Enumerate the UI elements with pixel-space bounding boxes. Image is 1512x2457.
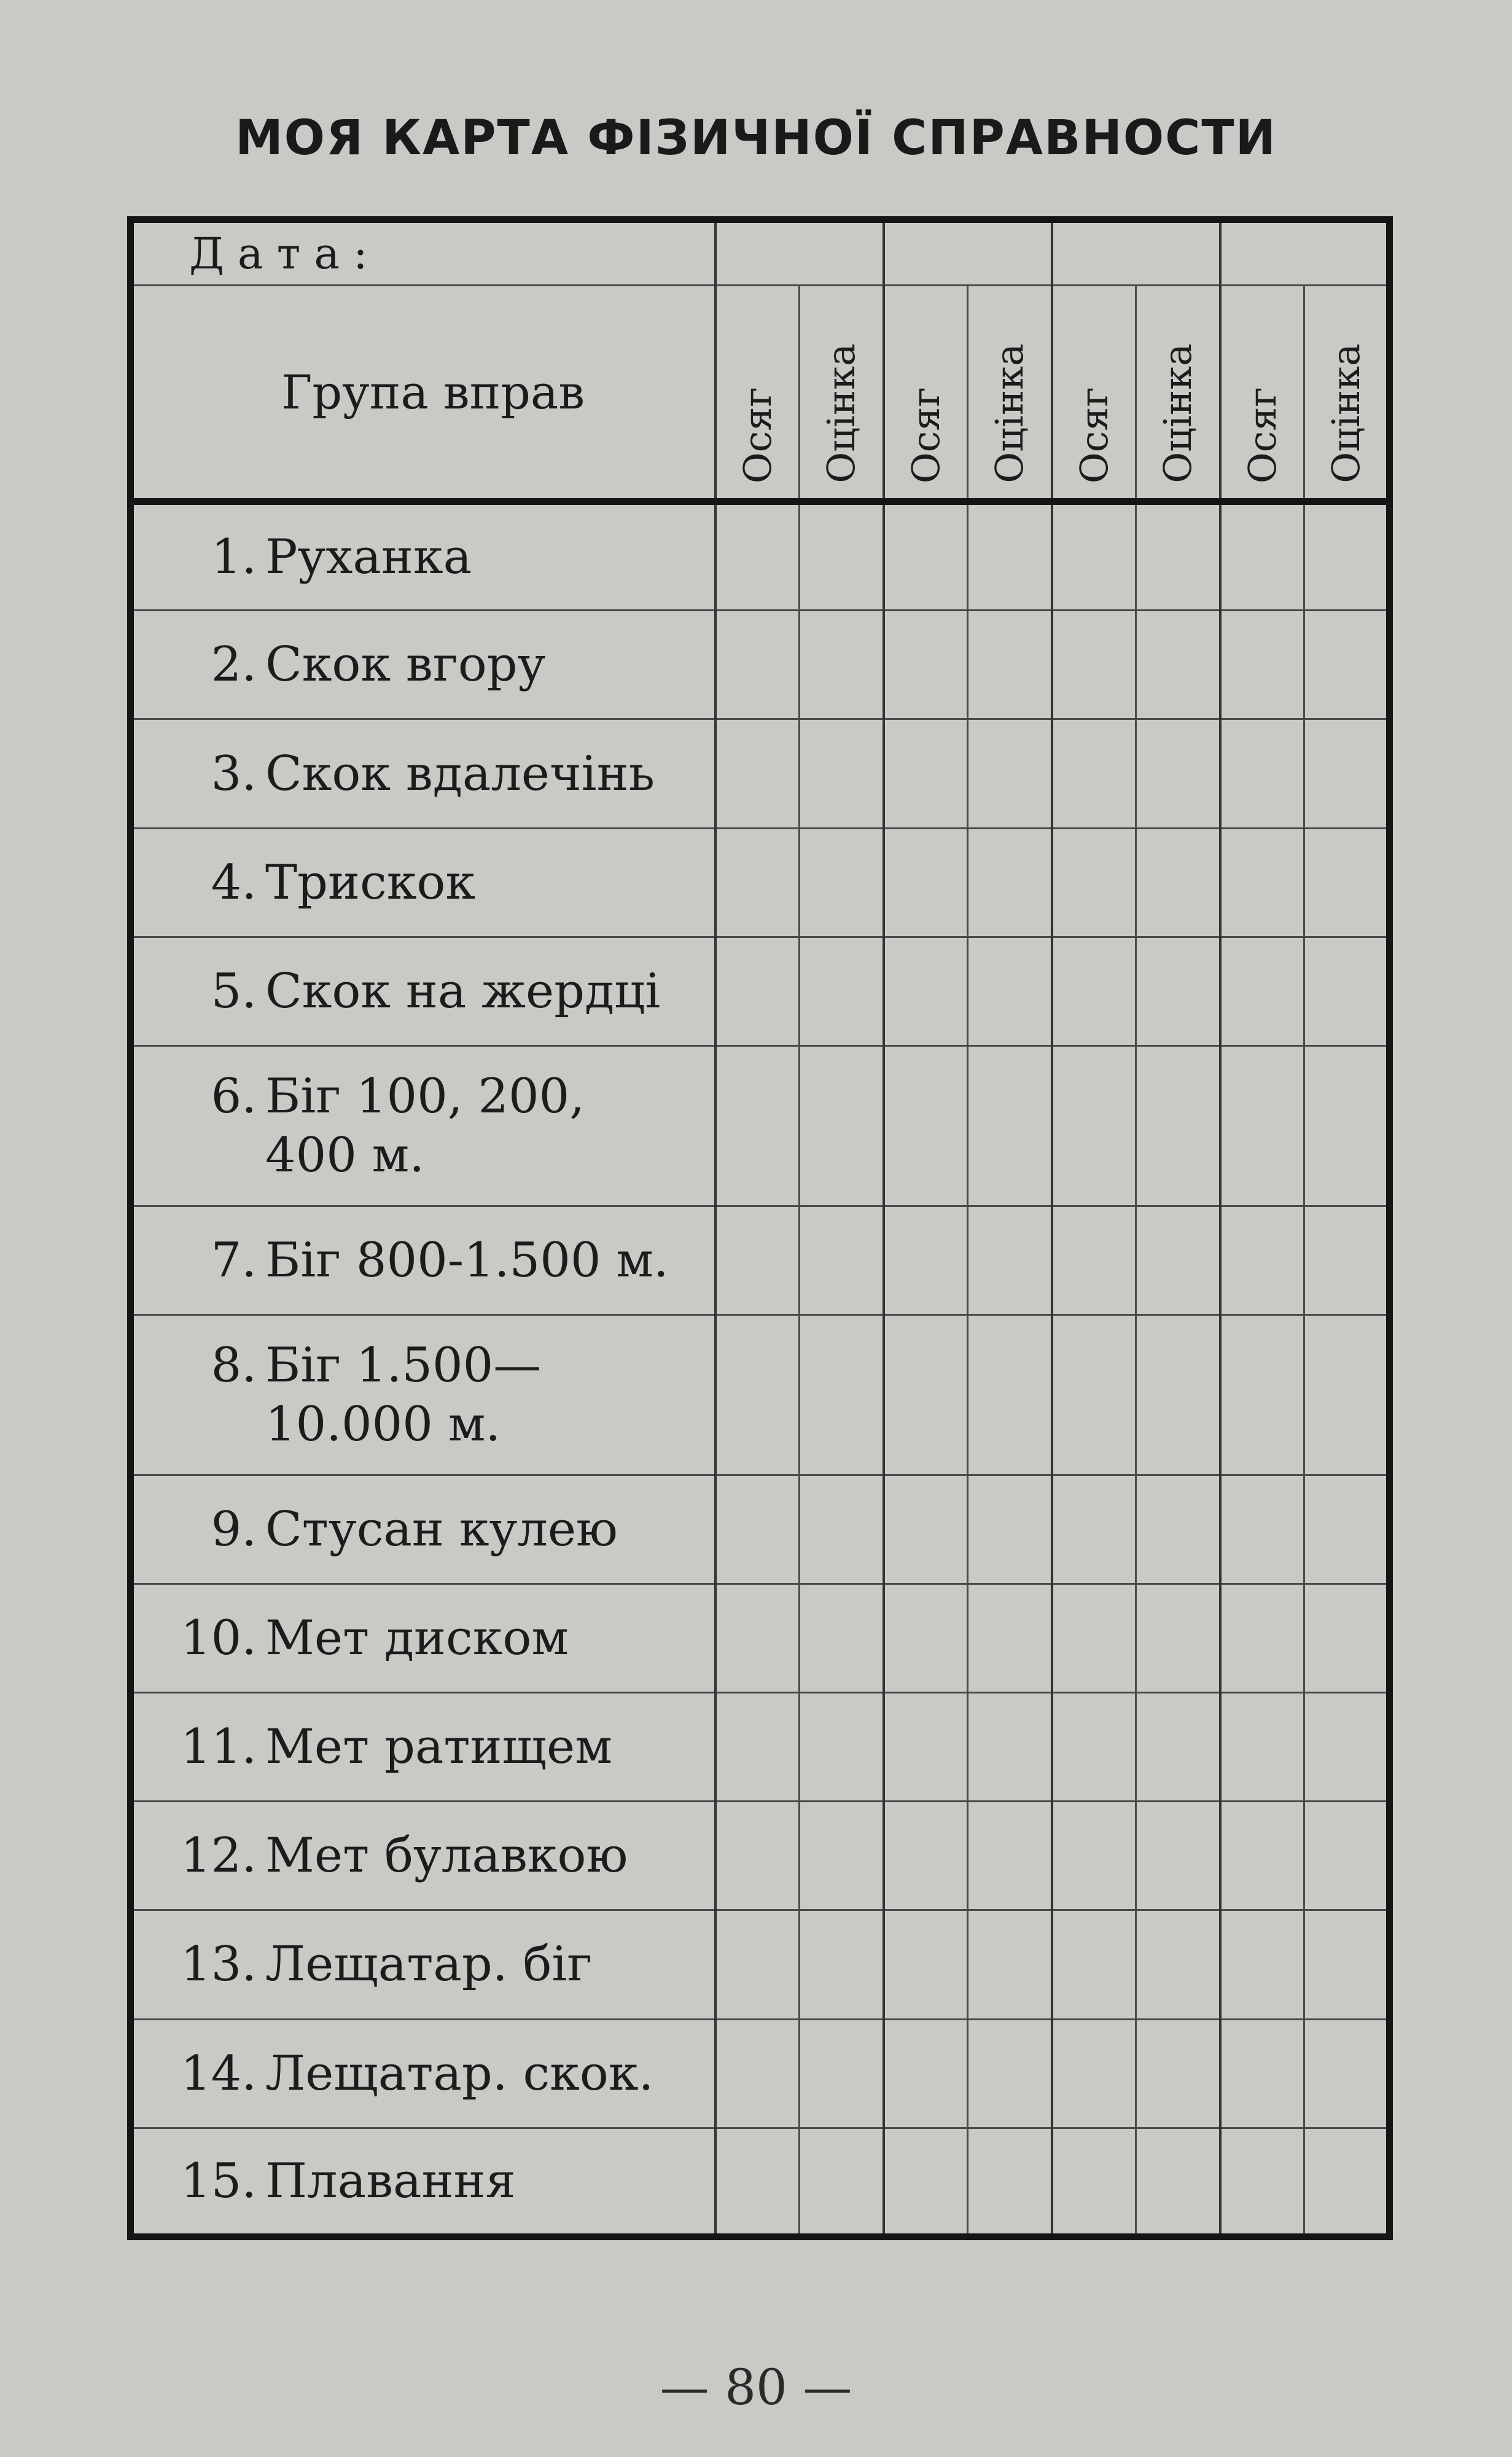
result-cell xyxy=(715,1046,800,1206)
exercise-name: Біг 100, 200, 400 м. xyxy=(265,1068,585,1183)
grade-cell xyxy=(1304,828,1390,937)
result-cell xyxy=(1052,2128,1136,2236)
grade-cell xyxy=(1304,1584,1390,1692)
grade-cell xyxy=(1136,1206,1220,1314)
grade-cell xyxy=(968,1584,1052,1692)
result-cell xyxy=(1220,719,1304,828)
grade-cell xyxy=(968,1802,1052,1910)
date-label: Дата: xyxy=(131,220,715,286)
exercise-row xyxy=(131,719,1390,828)
result-cell xyxy=(1220,1584,1304,1692)
exercise-name: Трискок xyxy=(265,854,476,910)
exercise-number: 1. xyxy=(211,529,257,585)
result-cell xyxy=(1220,1206,1304,1314)
grade-cell xyxy=(800,1314,884,1475)
exercise-number: 3. xyxy=(211,746,257,802)
grade-cell xyxy=(968,1314,1052,1475)
grade-cell xyxy=(968,937,1052,1045)
grade-cell xyxy=(800,611,884,719)
grade-cell xyxy=(1304,502,1390,611)
date-cell-3 xyxy=(1052,220,1220,286)
exercise-number: 15. xyxy=(180,2153,257,2209)
grade-cell xyxy=(800,1206,884,1314)
result-cell xyxy=(715,828,800,937)
result-cell xyxy=(1052,1475,1136,1584)
grade-cell xyxy=(1304,2019,1390,2128)
exercise-name: Біг 800-1.500 м. xyxy=(265,1232,669,1288)
result-cell xyxy=(715,502,800,611)
exercise-number: 11. xyxy=(180,1719,257,1775)
grade-cell xyxy=(1136,719,1220,828)
grade-cell xyxy=(1304,1206,1390,1314)
result-cell xyxy=(715,2019,800,2128)
date-cell-2 xyxy=(884,220,1052,286)
exercise-label xyxy=(131,719,715,828)
grade-cell xyxy=(1136,1802,1220,1910)
grade-cell xyxy=(1304,1692,1390,1801)
result-cell xyxy=(1052,1584,1136,1692)
grade-cell xyxy=(1136,2128,1220,2236)
result-cell xyxy=(884,611,968,719)
exercise-row xyxy=(131,502,1390,611)
grade-cell xyxy=(1136,937,1220,1045)
result-header: Осяг xyxy=(884,286,968,502)
result-cell xyxy=(1220,1802,1304,1910)
grade-cell xyxy=(968,2128,1052,2236)
exercise-label xyxy=(131,1475,715,1584)
grade-cell xyxy=(800,1802,884,1910)
exercise-label xyxy=(131,2128,715,2236)
grade-cell xyxy=(1136,1475,1220,1584)
grade-header: Оцінка xyxy=(800,286,884,502)
result-cell xyxy=(884,1584,968,1692)
result-cell xyxy=(715,1692,800,1801)
exercise-label xyxy=(131,1802,715,1910)
exercise-label xyxy=(131,1314,715,1475)
exercise-row xyxy=(131,2128,1390,2236)
grade-cell xyxy=(1136,1692,1220,1801)
grade-cell xyxy=(1304,611,1390,719)
fitness-card-table xyxy=(127,216,1393,2240)
exercise-number: 9. xyxy=(211,1501,257,1557)
exercise-row xyxy=(131,611,1390,719)
grade-header: Оцінка xyxy=(1136,286,1220,502)
result-cell xyxy=(1220,2019,1304,2128)
grade-header: Оцінка xyxy=(968,286,1052,502)
exercise-number: 13. xyxy=(180,1937,257,1993)
grade-cell xyxy=(968,611,1052,719)
grade-cell xyxy=(968,1692,1052,1801)
result-cell xyxy=(715,2128,800,2236)
result-cell xyxy=(1052,1802,1136,1910)
exercise-name: Руханка xyxy=(265,529,472,585)
result-cell xyxy=(884,502,968,611)
exercise-label xyxy=(131,2019,715,2128)
grade-cell xyxy=(800,502,884,611)
exercise-number: 8. xyxy=(211,1337,257,1393)
grade-cell xyxy=(800,1584,884,1692)
exercise-number: 6. xyxy=(211,1068,257,1124)
exercise-rows xyxy=(131,502,1390,2237)
exercise-row xyxy=(131,1046,1390,1206)
result-cell xyxy=(1052,1692,1136,1801)
result-cell xyxy=(884,1206,968,1314)
grade-cell xyxy=(1136,828,1220,937)
grade-cell xyxy=(968,1046,1052,1206)
result-cell xyxy=(715,1910,800,2019)
result-cell xyxy=(715,1314,800,1475)
grade-cell xyxy=(968,828,1052,937)
exercise-number: 4. xyxy=(211,854,257,910)
date-header-row xyxy=(131,220,1390,286)
exercise-number: 12. xyxy=(180,1828,257,1884)
exercise-name: Стусан кулею xyxy=(265,1501,618,1557)
result-cell xyxy=(884,1046,968,1206)
result-cell xyxy=(1220,2128,1304,2236)
result-cell xyxy=(884,937,968,1045)
result-cell xyxy=(1220,1475,1304,1584)
exercise-number: 7. xyxy=(211,1232,257,1288)
exercise-label xyxy=(131,1046,715,1206)
grade-cell xyxy=(1304,1046,1390,1206)
result-cell xyxy=(1052,1046,1136,1206)
grade-cell xyxy=(800,828,884,937)
grade-cell xyxy=(1304,1314,1390,1475)
result-cell xyxy=(884,828,968,937)
result-cell xyxy=(884,719,968,828)
grade-cell xyxy=(800,1910,884,2019)
grade-cell xyxy=(800,719,884,828)
exercise-name: Біг 1.500— 10.000 м. xyxy=(265,1337,542,1452)
result-cell xyxy=(884,1314,968,1475)
result-cell xyxy=(1052,1910,1136,2019)
grade-cell xyxy=(1136,502,1220,611)
grade-cell xyxy=(1304,1802,1390,1910)
result-header: Осяг xyxy=(1220,286,1304,502)
result-cell xyxy=(1052,1206,1136,1314)
exercise-group-header: Група вправ xyxy=(131,286,715,502)
grade-cell xyxy=(800,1046,884,1206)
result-cell xyxy=(1052,611,1136,719)
result-cell xyxy=(715,1206,800,1314)
exercise-label xyxy=(131,1206,715,1314)
grade-cell xyxy=(968,1910,1052,2019)
exercise-number: 14. xyxy=(180,2045,257,2101)
date-cell-4 xyxy=(1220,220,1390,286)
result-cell xyxy=(715,1475,800,1584)
result-cell xyxy=(1220,828,1304,937)
result-cell xyxy=(715,719,800,828)
grade-cell xyxy=(1136,1584,1220,1692)
exercise-number: 10. xyxy=(180,1610,257,1666)
exercise-row xyxy=(131,828,1390,937)
result-header: Осяг xyxy=(715,286,800,502)
exercise-label xyxy=(131,1692,715,1801)
result-cell xyxy=(1220,937,1304,1045)
grade-cell xyxy=(968,719,1052,828)
grade-cell xyxy=(800,1692,884,1801)
result-cell xyxy=(1052,2019,1136,2128)
grade-cell xyxy=(1304,937,1390,1045)
exercise-name: Мет диском xyxy=(265,1610,569,1666)
grade-cell xyxy=(800,937,884,1045)
grade-cell xyxy=(1304,2128,1390,2236)
page-title: МОЯ КАРТА ФІЗИЧНОЇ СПРАВНОСТИ xyxy=(235,111,1277,166)
grade-cell xyxy=(1136,1910,1220,2019)
grade-cell xyxy=(800,2128,884,2236)
exercise-label xyxy=(131,937,715,1045)
grade-cell xyxy=(800,2019,884,2128)
result-cell xyxy=(715,1584,800,1692)
exercise-row xyxy=(131,1206,1390,1314)
result-cell xyxy=(1052,502,1136,611)
result-cell xyxy=(884,1475,968,1584)
exercise-name: Скок на жердці xyxy=(265,963,661,1019)
exercise-row xyxy=(131,2019,1390,2128)
grade-cell xyxy=(800,1475,884,1584)
result-cell xyxy=(715,937,800,1045)
page-number: — 80 — xyxy=(660,2359,852,2416)
exercise-label xyxy=(131,1910,715,2019)
exercise-label xyxy=(131,611,715,719)
exercise-name: Мет ратищем xyxy=(265,1719,612,1775)
result-cell xyxy=(884,1802,968,1910)
grade-cell xyxy=(968,1206,1052,1314)
exercise-name: Лещатар. біг xyxy=(265,1937,593,1993)
exercise-label xyxy=(131,502,715,611)
result-cell xyxy=(884,1692,968,1801)
result-cell xyxy=(1052,937,1136,1045)
result-cell xyxy=(1220,611,1304,719)
grade-cell xyxy=(1136,1046,1220,1206)
exercise-row xyxy=(131,1692,1390,1801)
result-header: Осяг xyxy=(1052,286,1136,502)
grade-cell xyxy=(968,2019,1052,2128)
exercise-name: Плавання xyxy=(265,2153,516,2209)
column-header-row xyxy=(131,286,1390,502)
exercise-name: Скок вгору xyxy=(265,637,546,693)
exercise-label xyxy=(131,1584,715,1692)
result-cell xyxy=(1220,1910,1304,2019)
result-cell xyxy=(715,1802,800,1910)
result-cell xyxy=(1220,1046,1304,1206)
date-cell-1 xyxy=(715,220,884,286)
exercise-row xyxy=(131,1802,1390,1910)
exercise-name: Мет булавкою xyxy=(265,1828,628,1884)
exercise-row xyxy=(131,1314,1390,1475)
exercise-number: 2. xyxy=(211,637,257,693)
exercise-row xyxy=(131,1475,1390,1584)
result-cell xyxy=(1220,502,1304,611)
exercise-name: Лещатар. скок. xyxy=(265,2045,654,2101)
exercise-name: Скок вдалечінь xyxy=(265,746,655,802)
grade-cell xyxy=(968,502,1052,611)
exercise-row xyxy=(131,1584,1390,1692)
exercise-label xyxy=(131,828,715,937)
exercise-number: 5. xyxy=(211,963,257,1019)
exercise-row xyxy=(131,937,1390,1045)
grade-cell xyxy=(1304,719,1390,828)
grade-header: Оцінка xyxy=(1304,286,1390,502)
grade-cell xyxy=(968,1475,1052,1584)
result-cell xyxy=(1052,828,1136,937)
grade-cell xyxy=(1304,1475,1390,1584)
grade-cell xyxy=(1136,1314,1220,1475)
result-cell xyxy=(884,2019,968,2128)
result-cell xyxy=(1052,719,1136,828)
grade-cell xyxy=(1136,611,1220,719)
result-cell xyxy=(1052,1314,1136,1475)
result-cell xyxy=(1220,1692,1304,1801)
grade-cell xyxy=(1304,1910,1390,2019)
result-cell xyxy=(1220,1314,1304,1475)
result-cell xyxy=(884,2128,968,2236)
result-cell xyxy=(884,1910,968,2019)
grade-cell xyxy=(1136,2019,1220,2128)
exercise-row xyxy=(131,1910,1390,2019)
result-cell xyxy=(715,611,800,719)
